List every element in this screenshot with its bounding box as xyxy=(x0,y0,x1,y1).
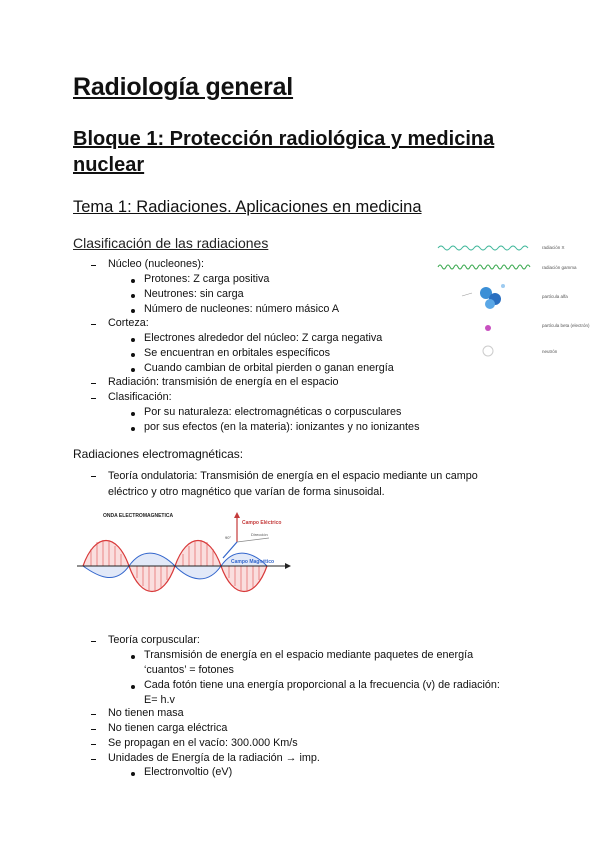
list-item: Cada fotón tiene una energía proporcional a la frecuencia (v) de radiación: E= h.v xyxy=(144,679,500,706)
list-dash xyxy=(91,759,96,760)
list-item: por sus efectos (en la materia): ionizantes y no ionizantes xyxy=(144,421,420,433)
label-neutron: neutrón xyxy=(542,349,558,354)
section-heading-electromagneticas: Radiaciones electromagnéticas: xyxy=(73,447,244,461)
list-dash xyxy=(91,714,96,715)
list-dash xyxy=(91,324,96,325)
list-dash xyxy=(91,476,96,477)
list-item: Transmisión de energía en el espacio mediante paquetes de energía ‘cuantos’ = fotones xyxy=(144,649,474,676)
list-bullet xyxy=(131,427,135,431)
label-particula-alfa: partícula alfa xyxy=(542,294,568,299)
alpha-particle-proton-2 xyxy=(485,299,495,309)
list-item: Por su naturaleza: electromagnéticas o corpusculares xyxy=(144,406,402,418)
list-dash xyxy=(91,265,96,266)
list-item: Se propagan en el vacío: 300.000 Km/s xyxy=(108,737,298,749)
list-item: Protones: Z carga positiva xyxy=(144,273,270,285)
label-particula-beta: partícula beta (electrón) xyxy=(542,323,590,328)
label-campo-magnetico: Campo Magnético xyxy=(231,559,275,565)
topic-title: Tema 1: Radiaciones. Aplicaciones en medicina xyxy=(73,198,422,216)
list-bullet xyxy=(131,309,135,313)
list-item: Electrones alrededor del núcleo: Z carga negativa xyxy=(144,332,383,344)
list-item: No tienen carga eléctrica xyxy=(108,722,228,734)
list-dash xyxy=(91,641,96,642)
list-dash xyxy=(91,729,96,730)
list-dash xyxy=(91,383,96,384)
list-item-teoria-ondulatoria: Teoría ondulatoria: Transmisión de energía en el espacio mediante un campo eléctrico y otro magnético que varían de forma sinusoidal. xyxy=(108,470,478,498)
em-wave-title: ONDA ELECTROMAGNETICA xyxy=(103,513,174,519)
list-dash xyxy=(91,398,96,399)
list-item: Neutrones: sin carga xyxy=(144,288,244,300)
list-item-clasificacion: Clasificación: xyxy=(108,391,172,403)
list-item-corteza: Corteza: xyxy=(108,317,149,329)
list-dash xyxy=(91,744,96,745)
list-bullet xyxy=(131,368,135,372)
label-angle: 90° xyxy=(225,535,232,540)
em-wave-figure xyxy=(73,502,295,622)
list-bullet xyxy=(131,685,135,689)
document-title: Radiología general xyxy=(73,73,294,101)
list-bullet xyxy=(131,279,135,283)
label-radiacion-x: radiación X xyxy=(542,245,565,250)
list-bullet xyxy=(131,412,135,416)
list-item: Se encuentran en orbitales específicos xyxy=(144,347,331,359)
list-bullet xyxy=(131,338,135,342)
section-heading-clasificacion: Clasificación de las radiaciones xyxy=(73,235,269,251)
label-direccion: Dirección xyxy=(251,532,268,537)
list-bullet xyxy=(131,353,135,357)
list-item-teoria-corpuscular: Teoría corpuscular: xyxy=(108,634,200,646)
list-item: Electronvoltio (eV) xyxy=(144,766,233,778)
block-title: Bloque 1: Protección radiológica y medicina nuclear xyxy=(73,128,495,176)
list-bullet xyxy=(131,772,135,776)
list-item: No tienen masa xyxy=(108,707,184,719)
list-item: Número de nucleones: número másico A xyxy=(144,303,340,315)
list-bullet xyxy=(131,294,135,298)
list-item-radiacion: Radiación: transmisión de energía en el espacio xyxy=(108,376,339,388)
list-item: Cuando cambian de orbital pierden o ganan energía xyxy=(144,362,394,374)
label-campo-electrico: Campo Eléctrico xyxy=(242,520,282,526)
list-bullet xyxy=(131,655,135,659)
small-particle xyxy=(501,284,505,288)
list-item: Unidades de Energía de la radiación → imp. xyxy=(108,752,320,764)
list-item-nucleo: Núcleo (nucleones): xyxy=(108,258,205,270)
label-radiacion-gamma: radiación gamma xyxy=(542,265,577,270)
beta-particle xyxy=(485,325,491,331)
radiation-types-figure xyxy=(418,236,592,360)
